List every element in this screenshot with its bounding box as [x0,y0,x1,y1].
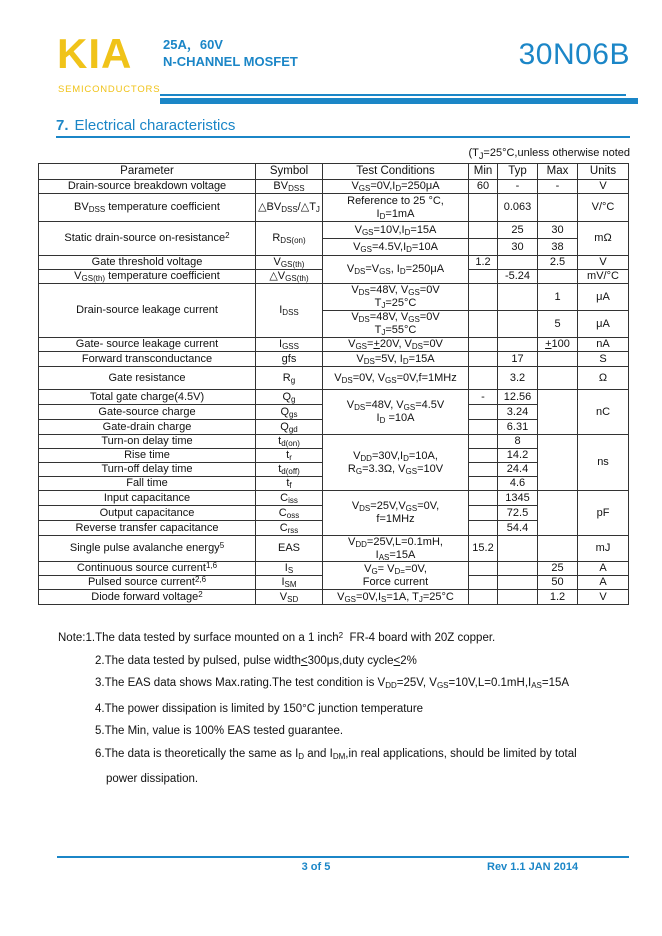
param-cell: Gate-source charge [39,405,256,420]
value-cell: 1.2 [538,590,578,605]
value-cell [498,338,538,352]
cond-cell: $V_G= V_{D=}=0V$, Force current [323,562,469,590]
value-cell: 17 [498,352,538,367]
table-row [39,590,629,605]
cond-cell: $V_{GS}=10V,I_D=15A$ [323,222,469,239]
column-header: Units [578,164,629,180]
column-header: Test Conditions [323,164,469,180]
value-cell: 14.2 [498,449,538,463]
cond-cell: Reference to 25 °C, $I_D=1mA$ [323,194,469,222]
value-cell: 15.2 [469,536,498,562]
symbol-cell: $t_{d(off)}$ [256,463,323,477]
param-cell: Forward transconductance [39,352,256,367]
unit-cell: V/°C [578,194,629,222]
cond-cell: $V_{DS}=48V$, $V_{GS}=0V$ $T_J=25^\circ C$ [323,284,469,311]
value-cell: - [538,180,578,194]
value-cell [469,590,498,605]
unit-cell: pF [578,491,629,536]
table-row [39,536,629,562]
value-cell: 25 [498,222,538,239]
table-header-row [39,164,629,180]
cond-cell: $V_{DD}=25V,L=0.1mH$, $I_{AS}=15A$ [323,536,469,562]
symbol-cell: $C_{iss}$ [256,491,323,506]
table-row [39,284,629,311]
symbol-cell: EAS [256,536,323,562]
value-cell: +100 [538,338,578,352]
column-header: Min [469,164,498,180]
param-cell: Static drain-source on-resistance$^2$ [39,222,256,256]
param-cell: Gate-drain charge [39,420,256,435]
value-cell [498,536,538,562]
value-cell [538,491,578,536]
value-cell: 2.5 [538,256,578,270]
param-cell: Total gate charge(4.5V) [39,390,256,405]
unit-cell: μA [578,311,629,338]
param-cell: Fall time [39,477,256,491]
section-number: 7. [56,117,69,134]
value-cell [469,420,498,435]
param-cell: Continuous source current$^{1,6}$ [39,562,256,576]
value-cell: 12.56 [498,390,538,405]
value-cell [469,367,498,390]
symbol-cell: $R_{DS(on)}$ [256,222,323,256]
table-row [39,194,629,222]
unit-cell: Ω [578,367,629,390]
value-cell [469,284,498,311]
symbol-cell: $I_S$ [256,562,323,576]
param-cell: Diode forward voltage$^2$ [39,590,256,605]
note-line: Note:1.The data tested by surface mounted on a 1 inch$^2$ FR-4 board with 20Z copper. [58,631,496,644]
note-line: 3.The EAS data shows Max.rating.The test condition is $V_{DD}=25V$, $V_{GS}=10V,L=0.1mH,I_{AS}=15A$ [95,677,570,690]
param-cell: Pulsed source current$^{2,6}$ [39,576,256,590]
value-cell [538,390,578,435]
header-rule-thick [160,98,638,104]
symbol-cell: $t_f$ [256,477,323,491]
value-cell [498,562,538,576]
value-cell: 3.24 [498,405,538,420]
unit-cell: mJ [578,536,629,562]
symbol-cell: $C_{oss}$ [256,506,323,521]
product-type: N-CHANNEL MOSFET [163,54,298,69]
cond-cell: $V_{DS}=5V$, $I_D=15A$ [323,352,469,367]
product-summary [163,36,298,70]
value-cell: 25 [538,562,578,576]
value-cell: 30 [498,239,538,256]
brand-logo-subtext: SEMICONDUCTORS [58,84,161,95]
unit-cell: A [578,562,629,576]
param-cell: Gate threshold voltage [39,256,256,270]
value-cell [498,311,538,338]
section-heading-rule [56,136,630,138]
unit-cell: V [578,590,629,605]
note-line: 4.The power dissipation is limited by 150°C junction temperature [95,702,424,715]
cond-cell: $V_{DS}=0V$, $V_{GS}=0V,f=1MHz$ [323,367,469,390]
value-cell: 5 [538,311,578,338]
part-number: 30N06B [518,38,630,71]
symbol-cell: $V_{SD}$ [256,590,323,605]
symbol-cell: $C_{rss}$ [256,521,323,536]
value-cell: 8 [498,435,538,449]
value-cell [538,536,578,562]
value-cell [538,270,578,284]
symbol-cell: $I_{GSS}$ [256,338,323,352]
value-cell [469,270,498,284]
value-cell: 4.6 [498,477,538,491]
table-row [39,222,629,239]
table-row [39,338,629,352]
cond-cell: $V_{GS}=0V,I_S=1A$, $T_J=25^\circ C$ [323,590,469,605]
table-row [39,180,629,194]
value-cell [469,449,498,463]
param-cell: Reverse transfer capacitance [39,521,256,536]
param-cell: $BV_{DSS}$ temperature coefficient [39,194,256,222]
symbol-cell: $I_{DSS}$ [256,284,323,338]
unit-cell: V [578,180,629,194]
param-cell: Single pulse avalanche energy$^5$ [39,536,256,562]
value-cell [469,506,498,521]
cond-cell: $V_{DS}=V_{GS}$, $I_D=250\mu A$ [323,256,469,284]
value-cell: - [469,390,498,405]
value-cell [538,194,578,222]
section-title: Electrical characteristics [74,117,236,134]
cond-cell: $V_{GS}=4.5V,I_D=10A$ [323,239,469,256]
table-row [39,435,629,449]
value-cell [538,352,578,367]
note-line: 2.The data tested by pulsed, pulse width<300μs,duty cycle<2% [95,654,417,667]
unit-cell: nC [578,390,629,435]
value-cell: 1345 [498,491,538,506]
param-cell: Turn-off delay time [39,463,256,477]
product-rating: 25A，60V [163,37,223,52]
param-cell: $V_{GS(th)}$ temperature coefficient [39,270,256,284]
footer-rule [57,856,629,858]
table-row [39,256,629,270]
value-cell [498,590,538,605]
note-line: 6.The data is theoretically the same as $I_D$ and $I_{DM},in$ real applications, should be limited by total [95,747,577,761]
value-cell: 0.063 [498,194,538,222]
value-cell [498,576,538,590]
unit-cell: ns [578,435,629,491]
column-header: Parameter [39,164,256,180]
value-cell [469,239,498,256]
symbol-cell: $V_{GS(th)}$ [256,256,323,270]
param-cell: Input capacitance [39,491,256,506]
unit-cell: S [578,352,629,367]
symbol-cell: $\triangle V_{GS(th)}$ [256,270,323,284]
value-cell: 3.2 [498,367,538,390]
param-cell: Rise time [39,449,256,463]
note-line: power dissipation. [106,773,199,785]
value-cell: 72.5 [498,506,538,521]
value-cell [469,562,498,576]
revision: Rev 1.1 JAN 2014 [487,861,579,873]
param-cell: Gate- source leakage current [39,338,256,352]
section-heading [56,117,235,134]
column-header: Typ [498,164,538,180]
table-row [39,352,629,367]
value-cell: 54.4 [498,521,538,536]
value-cell [538,367,578,390]
symbol-cell: $Q_{gs}$ [256,405,323,420]
table-row [39,367,629,390]
unit-cell: mΩ [578,222,629,256]
value-cell [469,576,498,590]
value-cell [469,222,498,239]
value-cell [469,352,498,367]
column-header: Max [538,164,578,180]
value-cell [469,405,498,420]
cond-cell: $V_{DS}=48V$, $V_{GS}=4.5V$ $I_D =10A$ [323,390,469,435]
param-cell: Turn-on delay time [39,435,256,449]
condition-note: ($T_J=25^\circ C,unless$ otherwise noted [468,147,630,162]
value-cell: 6.31 [498,420,538,435]
symbol-cell: gfs [256,352,323,367]
symbol-cell: $\triangle BV_{DSS}/\triangle T_J$ [256,194,323,222]
value-cell: 1.2 [469,256,498,270]
value-cell [469,491,498,506]
value-cell [498,256,538,270]
symbol-cell: $BV_{DSS}$ [256,180,323,194]
cond-cell: $V_{DS}=48V$, $V_{GS}=0V$ $T_J=55^\circ C$ [323,311,469,338]
header-rule-thin [160,94,626,96]
electrical-characteristics-table [38,163,629,605]
cond-cell: $V_{GS}=+20V$, $V_{DS}=0V$ [323,338,469,352]
unit-cell: nA [578,338,629,352]
cond-cell: $V_{DS}=25V,V_{GS}=0V$, f=1MHz [323,491,469,536]
value-cell [469,463,498,477]
page-number: 3 of 5 [301,861,331,873]
unit-cell: A [578,576,629,590]
value-cell: 60 [469,180,498,194]
param-cell: Gate resistance [39,367,256,390]
value-cell: -5.24 [498,270,538,284]
value-cell: 30 [538,222,578,239]
table-row [39,491,629,506]
value-cell [538,435,578,491]
param-cell: Output capacitance [39,506,256,521]
unit-cell: mV/°C [578,270,629,284]
note-line: 5.The Min, value is 100% EAS tested guarantee. [95,725,344,737]
value-cell [469,435,498,449]
value-cell: 50 [538,576,578,590]
table-row [39,562,629,576]
cond-cell: $V_{GS}=0V,I_D=250\mu A$ [323,180,469,194]
symbol-cell: $t_r$ [256,449,323,463]
value-cell [469,194,498,222]
param-cell: Drain-source breakdown voltage [39,180,256,194]
value-cell [469,338,498,352]
symbol-cell: $Q_{gd}$ [256,420,323,435]
value-cell: 24.4 [498,463,538,477]
brand-logo: KIA [57,30,133,77]
symbol-cell: $I_{SM}$ [256,576,323,590]
symbol-cell: $R_g$ [256,367,323,390]
value-cell [469,477,498,491]
value-cell [469,311,498,338]
value-cell: - [498,180,538,194]
cond-cell: $V_{DD}=30V,I_D=10A$, $R_G=3.3\Omega$, $V_{GS}=10V$ [323,435,469,491]
value-cell: 38 [538,239,578,256]
unit-cell: V [578,256,629,270]
column-header: Symbol [256,164,323,180]
unit-cell: μA [578,284,629,311]
table-row [39,390,629,405]
notes-section [38,625,577,791]
value-cell [498,284,538,311]
param-cell: Drain-source leakage current [39,284,256,338]
value-cell: 1 [538,284,578,311]
symbol-cell: $t_{d(on)}$ [256,435,323,449]
value-cell [469,521,498,536]
symbol-cell: $Q_g$ [256,390,323,405]
